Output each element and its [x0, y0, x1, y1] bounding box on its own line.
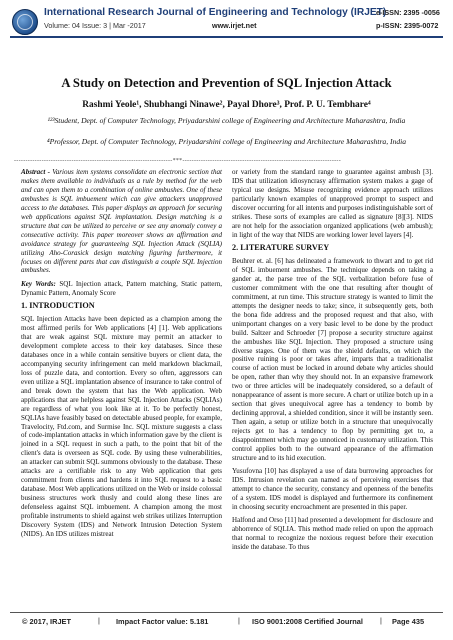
literature-paragraph-1: Beuhrer et. al. [6] has delineated a framework to thwart and to get rid of SQL imbuement ambushes. The technique depends on taking a gander at, the parse tree of the SQL verbalization before fuse of customer commitment with the one that resulting after thought of commitment, at run time. This structure strategy is wanted to limit the attempts the designer needs to take; since, it subsequently gets, both the bona fide address and the proposed request and that also, with unimportant changes on a very basic level to be done by the product build. Saltzer and Schroeder [7] propose a security structure against the ambushes like SQL Injection. They proposed a structure using diverse stages. One of them was the shield defaults, on which the positive ruining is poor or takes after, imparts that a traditionalist course of action must be locked in around debate why articles should be open, rather than why they should not. In an expansive framework two or three articles will be inadequately considered, so a default of nonappearance of assent is more secure. A chart or utilize botch up in a section that gives unequivocal agree has a tendency to bomb by declining approval, a shielded condition, since it will be instantly seen. Then again, a setup or utilize botch in a structure that unequivocally rejects get to has a tendency to flop by permitting get to, a disappointment which may go unnoticed in customary utilization. This control applies both to the outward appearance of the affirmation structure and to its hid execution.: [232, 256, 433, 462]
section-heading-introduction: 1. INTRODUCTION: [21, 301, 95, 311]
literature-paragraph-3: Halfond and Orso [11] had presented a development for disclosure and abhorrence of SQLIA. This method made relied on upon the approach that normal to recognize the noxious request before their execution inside the database. To thus: [232, 516, 433, 552]
affiliation-students: ¹²³Student, Dept. of Computer Technology, Priyadarshini college of Engineering and Architecture Maharashtra, India: [47, 116, 406, 125]
paper-authors: Rashmi Yeole¹, Shubhangi Ninawe², Payal Dhore³, Prof. P. U. Tembhare⁴: [82, 100, 371, 110]
section-divider: ---------------------------------------------------------------------***---------------------------------------------------------------------: [14, 158, 342, 164]
journal-header: [0, 0, 453, 44]
literature-paragraph-2: Yusufovna [10] has displayed a use of data burrowing approaches for IDS. Intrusion revelation can named as of perceiving exercises that attempt to chance the security, constancy and openness of the benefits of a system. IDS model is displayed and furthermore its confinement in choosing security encroachment are presented in this paper.: [232, 467, 433, 512]
keywords: [21, 280, 222, 298]
paper-title: A Study on Detection and Prevention of SQL Injection Attack: [61, 76, 392, 90]
abstract-text: Various item systems consolidate an electronic section that makes them available to individuals as a rule by method for the web and can open them to a combination of online ambushes. One of these ambushes is SQL imbuement which can give attackers unapproved access to the databases. This paper displays an approach for securing web applications against SQL implantation. Design matching is a structure that can be utilized to perceive or see any anomaly convey a consecutive activity. This paper moreover shows an affirmation and avoidance strategy for guaranteeing SQL Injection Attack (SQLIA) utilizing Aho-Corasick design matching figuring furthermore, it focuses on different parts that can distinguish a couple SQL Injection ambushes.: [21, 168, 222, 275]
section-heading-literature-survey: 2. LITERATURE SURVEY: [232, 243, 330, 253]
right-column: [232, 168, 433, 557]
abstract: [21, 168, 222, 275]
continued-paragraph: or variety from the standard range to guarantee against ambush [3]. IDS that utilization idiosyncrasy affirmation system makes a gage of typical use designs. Misuse recognizing evidence approach utilizes particularly known examples of unapproved prompt to suspect and discover occurring for all intents and purposes indistinguishable sort of strikes. These sorts of examples are called as signature [8][3]. NIDS are not help for the association organized applications (web ambush); in light of the way that NIDS are working lower level layers [4].: [232, 168, 433, 239]
footer-impact-factor: Impact Factor value: 5.181: [116, 617, 209, 626]
abstract-label: Abstract -: [21, 168, 50, 176]
footer-rule: [10, 612, 443, 613]
introduction-paragraph: SQL Injection Attacks have been depicted as a champion among the most affirmed perils for Web applications [4] [1]. Web applications that are weak against SQL mixture may permit an attacker to development complete access to their key databases. Since these databases once in a while contain sensitive buyers or client data, the accompanying security infringement can meld markdown blackmail, loss of puzzle data, and contortion. Every so often, aggressors can even utilize a SQL implantation absence of insurance to take control of and break down the system that has the Web application. Web applications that are helpless against SQL Injection Attacks (SQLIAs) are regardless of what you look like at it. To be perfectly honest, SQLIAs have feasibly based on detectable abused people, for example, Travelocity, Ftd.com, and Surmise Inc. SQL mixture suggests a class of code-implantation attacks in which information gave by the client is joined in a SQL request in such a path, to the point that bit of the client's data is overseen as SQL code. By using these vulnerabilities, an attacker can submit SQL summons obviously to the database. These attacks are a certifiable risk to any Web application that gets commitment from clients and hardens it into SQL request to a basic database. Most Web applications utilized on the Web or inside colossal business structures work thusly and could along these lines are defenseless against SQL imbuement. A champion among the most profitable instruments to shield against web strikes utilizes Interruption Discovery System (IDS) and Network Intrusion Detection System (NIDS). An IDS utilizes mistreat: [21, 315, 222, 538]
affiliation-professor: ⁴Professor, Dept. of Computer Technology, Priyadarshini college of Engineering and Architecture Maharashtra, India: [46, 137, 407, 146]
footer-separator: |: [238, 616, 240, 625]
footer-iso: ISO 9001:2008 Certified Journal: [252, 617, 363, 626]
footer-separator: |: [380, 616, 382, 625]
footer-page-number: Page 435: [392, 617, 425, 626]
pissn: p-ISSN: 2395-0072: [376, 21, 439, 30]
footer-separator: |: [98, 616, 100, 625]
keywords-text: SQL Injection attack, Pattern matching, Static pattern, Dynamic Pattern, Anomaly Score: [21, 279, 222, 297]
keywords-label: Key Words:: [21, 279, 56, 288]
journal-website[interactable]: www.irjet.net: [212, 21, 257, 30]
volume-issue: Volume: 04 Issue: 3 | Mar -2017: [44, 21, 146, 30]
journal-name: International Research Journal of Engineering and Technology (IRJET): [44, 7, 387, 18]
eissn: e-ISSN: 2395 -0056: [376, 8, 440, 17]
footer-copyright: © 2017, IRJET: [22, 617, 71, 626]
header-rule: [10, 36, 443, 38]
irjet-logo: [12, 9, 38, 35]
left-column: [21, 168, 222, 543]
